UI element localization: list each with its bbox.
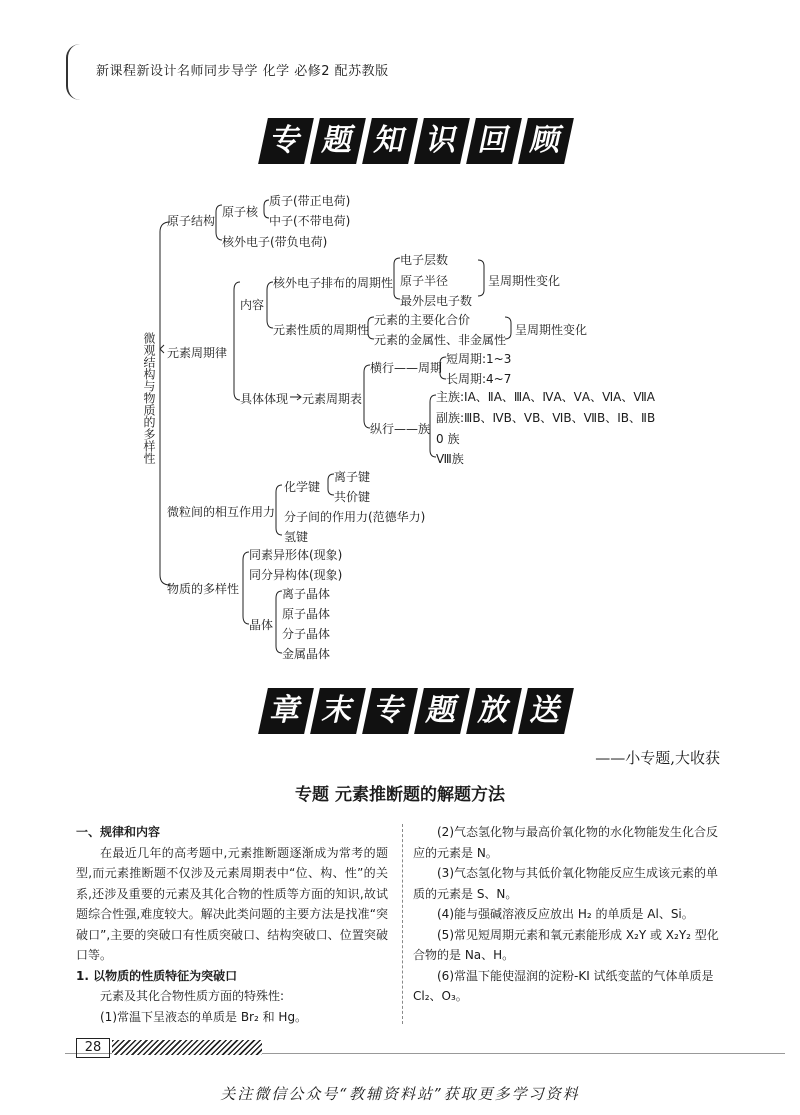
footer-hatch-decoration xyxy=(112,1040,262,1055)
node-sub-groups: 副族:ⅢB、ⅣB、ⅤB、ⅥB、ⅦB、ⅠB、ⅡB xyxy=(436,411,656,425)
concept-map-root: 微观结构与物质的多样性 xyxy=(142,332,156,464)
node-property-periodicity: 元素性质的周期性 xyxy=(273,323,370,337)
node-manifestation: 具体体现 xyxy=(240,392,289,406)
node-periodic-change-2: 呈周期性变化 xyxy=(515,323,588,337)
bottom-note: 关注微信公众号“教辅资料站”获取更多学习资料 xyxy=(220,1085,580,1103)
node-metallicity: 元素的金属性、非金属性 xyxy=(374,333,507,347)
node-isomer: 同分异构体(现象) xyxy=(249,568,343,582)
banner-char: 末 xyxy=(310,688,366,734)
node-hydrogen-bond: 氢键 xyxy=(284,530,309,544)
banner-char: 题 xyxy=(310,118,366,164)
node-crystal: 晶体 xyxy=(249,618,274,632)
column-divider xyxy=(402,824,403,1024)
node-electron-periodicity: 核外电子排布的周期性 xyxy=(273,276,394,290)
heading-property-breakthrough: 1. 以物质的性质特征为突破口 xyxy=(76,968,238,983)
node-periodic-change-1: 呈周期性变化 xyxy=(488,274,561,288)
node-allotrope: 同素异形体(现象) xyxy=(249,548,343,562)
banner-char: 题 xyxy=(414,688,470,734)
item-5: (5)常见短周期元素和氧元素能形成 X₂Y 或 X₂Y₂ 型化合物的是 Na、H。 xyxy=(413,927,719,962)
page-number: 28 xyxy=(76,1038,110,1058)
node-interactions: 微粒间的相互作用力 xyxy=(167,505,276,519)
item-2: (2)气态氢化物与最高价氧化物的水化物能发生化合反应的元素是 N。 xyxy=(413,825,719,860)
node-neutron: 中子(不带电荷) xyxy=(269,214,351,228)
node-electron-shells: 电子层数 xyxy=(400,253,449,267)
node-intermolecular-force: 分子间的作用力(范德华力) xyxy=(284,510,426,524)
node-covalent-bond: 共价键 xyxy=(334,490,371,504)
banner-char: 回 xyxy=(466,118,522,164)
node-valence: 元素的主要化合价 xyxy=(374,313,471,327)
tagline: ——小专题,大收获 xyxy=(595,749,720,767)
heading-rules: 一、规律和内容 xyxy=(76,825,161,839)
banner-char: 专 xyxy=(362,688,418,734)
banner-char: 送 xyxy=(518,688,574,734)
banner-char: 知 xyxy=(362,118,418,164)
banner-char: 识 xyxy=(414,118,470,164)
node-metallic-crystal: 金属晶体 xyxy=(282,647,331,661)
node-group-eight: Ⅷ族 xyxy=(436,452,464,466)
left-column xyxy=(76,822,388,1027)
node-proton: 质子(带正电荷) xyxy=(269,194,351,208)
node-short-period: 短周期:1~3 xyxy=(446,352,512,366)
item-1: (1)常温下呈液态的单质是 Br₂ 和 Hg。 xyxy=(100,1009,308,1024)
node-electron: 核外电子(带负电荷) xyxy=(222,235,328,249)
node-atomic-crystal: 原子晶体 xyxy=(282,607,331,621)
node-molecular-crystal: 分子晶体 xyxy=(282,627,331,641)
banner-char: 章 xyxy=(258,688,314,734)
node-diversity: 物质的多样性 xyxy=(167,582,240,596)
node-atomic-radius: 原子半径 xyxy=(400,274,449,288)
node-periodic-table: 元素周期表 xyxy=(302,392,363,406)
node-long-period: 长周期:4~7 xyxy=(446,372,512,386)
banner-chapter-topics xyxy=(263,688,569,734)
banner-char: 放 xyxy=(466,688,522,734)
right-column xyxy=(413,822,725,1007)
node-group-column: 纵行——族 xyxy=(370,422,431,436)
node-valence-electrons: 最外层电子数 xyxy=(400,294,473,308)
node-main-groups: 主族:ⅠA、ⅡA、ⅢA、ⅣA、ⅤA、ⅥA、ⅦA xyxy=(436,390,656,404)
paragraph-special: 元素及其化合物性质方面的特殊性: xyxy=(100,989,285,1003)
item-6: (6)常温下能使湿润的淀粉-KI 试纸变蓝的气体单质是 Cl₂、O₃。 xyxy=(413,968,714,1003)
node-ionic-bond: 离子键 xyxy=(334,470,371,484)
node-ionic-crystal: 离子晶体 xyxy=(282,587,331,601)
node-period-row: 横行——周期 xyxy=(370,361,443,375)
banner-char: 顾 xyxy=(518,118,574,164)
node-atomic-structure: 原子结构 xyxy=(167,214,216,228)
section-title: 专题 元素推断题的解题方法 xyxy=(295,785,505,805)
item-3: (3)气态氢化物与其低价氧化物能反应生成该元素的单质的元素是 S、N。 xyxy=(413,866,719,901)
running-header: 新课程新设计名师同步导学 化学 必修2 配苏教版 xyxy=(96,64,389,79)
node-periodic-law: 元素周期律 xyxy=(167,346,228,360)
paragraph-intro: 在最近几年的高考题中,元素推断题逐渐成为常考的题型,而元素推断题不仅涉及元素周期表中“位、构、性”的关系,还涉及重要的元素及其化合物的性质等方面的知识,故试题综合性强,难度较大。解决此类问题的主要方法是找准“突破口”,主要的突破口有性质突破口、结构突破口、位置突破口等。 xyxy=(76,845,388,962)
node-group-zero: 0 族 xyxy=(436,432,460,446)
node-chemical-bond: 化学键 xyxy=(284,480,321,494)
banner-char: 专 xyxy=(258,118,314,164)
node-nucleus: 原子核 xyxy=(222,205,259,219)
node-content: 内容 xyxy=(240,298,265,312)
item-4: (4)能与强碱溶液反应放出 H₂ 的单质是 Al、Si。 xyxy=(437,907,694,921)
